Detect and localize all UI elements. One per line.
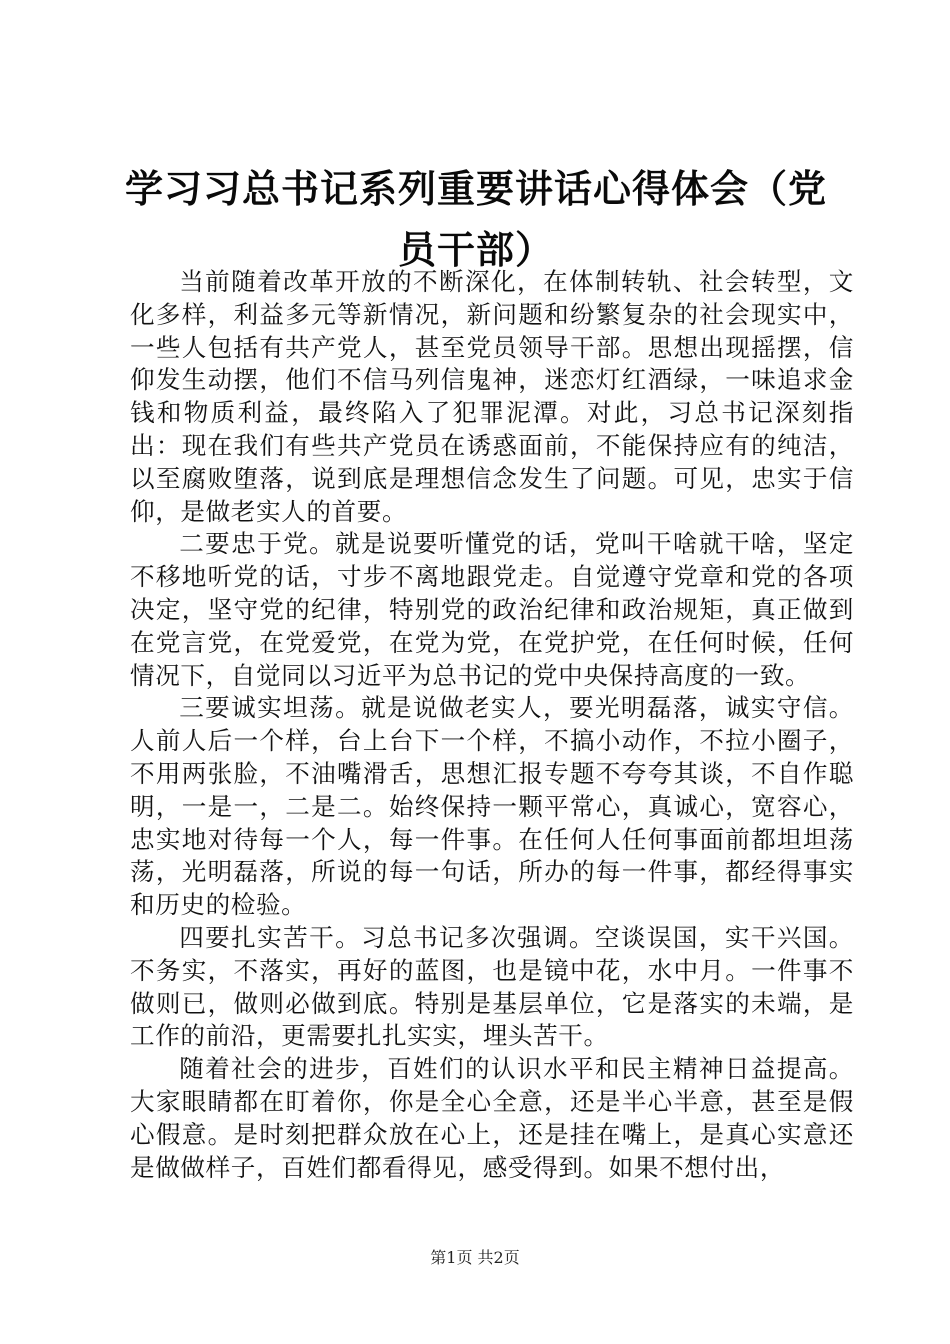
page-footer: 第1页 共2页	[430, 1248, 520, 1267]
paragraph: 三要诚实坦荡。就是说做老实人，要光明磊落，诚实守信。人前人后一个样，台上台下一个样，不搞小动作，不拉小圈子，不用两张脸，不油嘴滑舌，思想汇报专题不夸夸其谈，不自作聪明，一是一，二是二。始终保持一颗平常心，真诚心，宽容心，忠实地对待每一个人，每一件事。在任何人任何事面前都坦坦荡荡，光明磊落，所说的每一句话，所办的每一件事，都经得事实和历史的检验。	[130, 693, 854, 920]
paragraph: 当前随着改革开放的不断深化，在体制转轨、社会转型，文化多样，利益多元等新情况，新问题和纷繁复杂的社会现实中，一些人包括有共产党人，甚至党员领导干部。思想出现摇摆，信仰发生动摆，他们不信马列信鬼神，迷恋灯红酒绿，一味追求金钱和物质利益，最终陷入了犯罪泥潭。对此，习总书记深刻指出：现在我们有些共产党员在诱惑面前，不能保持应有的纯洁，以至腐败堕落，说到底是理想信念发生了问题。可见，忠实于信仰，是做老实人的首要。	[130, 267, 854, 526]
document-title: 学习习总书记系列重要讲话心得体会（党员干部）	[124, 166, 827, 272]
paragraph: 随着社会的进步，百姓们的认识水平和民主精神日益提高。大家眼睛都在盯着你，你是全心全意，还是半心半意，甚至是假心假意。是时刻把群众放在心上，还是挂在嘴上，是真心实意还是做做样子，百姓们都看得见，感受得到。如果不想付出，	[130, 1054, 854, 1182]
paragraph: 四要扎实苦干。习总书记多次强调。空谈误国，实干兴国。不务实，不落实，再好的蓝图，也是镜中花，水中月。一件事不做则已，做则必做到底。特别是基层单位，它是落实的未端，是工作的前沿，更需要扎扎实实，埋头苦干。	[130, 922, 854, 1051]
paragraph: 二要忠于党。就是说要听懂党的话，党叫干啥就干啥，坚定不移地听党的话，寸步不离地跟党走。自觉遵守党章和党的各项决定，坚守党的纪律，特别党的政治纪律和政治规矩，真正做到在党言党，在党爱党，在党为党，在党护党，在任何时候，任何情况下，自觉同以习近平为总书记的党中央保持高度的一致。	[130, 529, 854, 690]
document-body	[130, 266, 854, 1184]
